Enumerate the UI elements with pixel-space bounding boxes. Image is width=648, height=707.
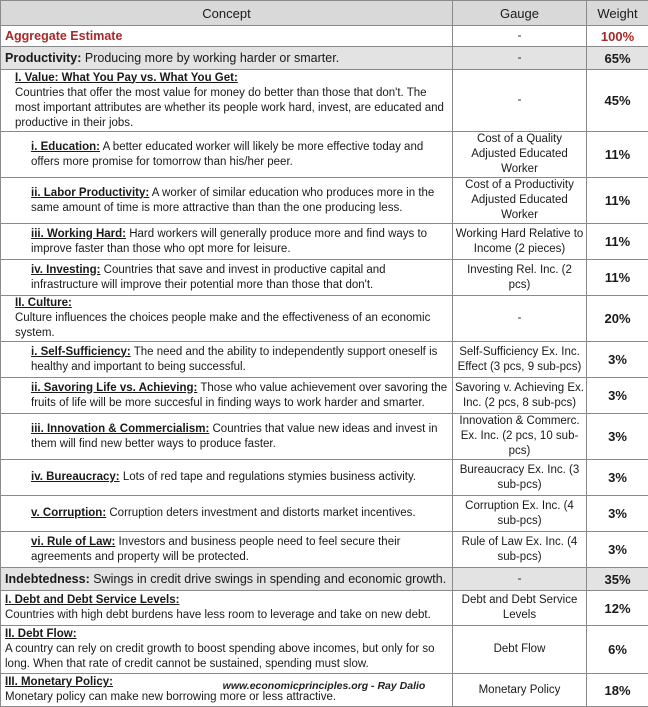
row-title: vi. Rule of Law: <box>31 536 115 548</box>
row-gauge: Monetary Policy <box>453 674 587 707</box>
table-row <box>1 342 648 378</box>
row-desc: Countries that value new ideas and invest in them will find new better ways to produce faster. <box>31 423 438 450</box>
row-weight: 3% <box>587 532 648 568</box>
row-concept <box>1 132 453 178</box>
row-title: iv. Investing: <box>31 264 100 276</box>
row-desc: Countries that offer the most value for money do better than those that don't. The most important attributes are whether its people work hard, invest, are educated and productive in their jobs. <box>15 87 444 129</box>
row-desc: Countries that save and invest in productive capital and infrastructure will improve their potential more than those that don't. <box>31 264 386 291</box>
row-concept <box>1 178 453 224</box>
row-concept <box>1 260 453 296</box>
row-gauge: Innovation & Commerc. Ex. Inc. (2 pcs, 10 sub-pcs) <box>453 414 587 460</box>
aggregate-gauge: - <box>453 26 587 47</box>
row-title: ii. Labor Productivity: <box>31 187 149 199</box>
row-title: v. Corruption: <box>31 507 106 519</box>
aggregate-weight: 100% <box>587 26 648 47</box>
row-desc: Hard workers will generally produce more and find ways to improve faster than those who opt more for leisure. <box>31 228 427 255</box>
row-title: iii. Working Hard: <box>31 228 126 240</box>
culture-row <box>1 296 648 342</box>
table-row <box>1 591 648 626</box>
table-row <box>1 132 648 178</box>
row-title: I. Value: What You Pay vs. What You Get: <box>15 72 238 84</box>
concept-header: Concept <box>1 1 453 26</box>
row-desc: A country can rely on credit growth to boost spending above incomes, but only for so long. When that rate of credit cannot be sustained, spending must slow. <box>5 643 435 670</box>
row-gauge: Self-Sufficiency Ex. Inc. Effect (3 pcs, 9 sub-pcs) <box>453 342 587 378</box>
value-gauge: - <box>453 70 587 132</box>
culture-gauge: - <box>453 296 587 342</box>
productivity-weight: 65% <box>587 47 648 70</box>
row-title: ii. Savoring Life vs. Achieving: <box>31 382 197 394</box>
row-gauge: Bureaucracy Ex. Inc. (3 sub-pcs) <box>453 460 587 496</box>
row-desc: Monetary policy can make new borrowing more or less attractive. <box>5 691 336 703</box>
productivity-section-row <box>1 47 648 70</box>
row-weight: 3% <box>587 496 648 532</box>
section-title: Productivity: <box>5 51 81 65</box>
row-title: III. Monetary Policy: <box>5 676 113 688</box>
row-desc: A worker of similar education who produces more in the same amount of time is more attractive than than the one producing less. <box>31 187 434 214</box>
row-concept <box>1 414 453 460</box>
table-header-row <box>1 1 648 26</box>
culture-weight: 20% <box>587 296 648 342</box>
indebtedness-weight: 35% <box>587 568 648 591</box>
row-concept <box>1 378 453 414</box>
row-concept <box>1 224 453 260</box>
table-row <box>1 626 648 674</box>
indebtedness-gauge: - <box>453 568 587 591</box>
section-desc: Swings in credit drive swings in spending and economic growth. <box>93 572 446 586</box>
value-weight: 45% <box>587 70 648 132</box>
row-title: II. Culture: <box>15 297 72 309</box>
weight-header: Weight <box>587 1 648 26</box>
row-desc: Culture influences the choices people make and the effectiveness of an economic system. <box>15 312 430 339</box>
row-title: iii. Innovation & Commercialism: <box>31 423 209 435</box>
aggregate-label: Aggregate Estimate <box>1 26 453 47</box>
row-title: iv. Bureaucracy: <box>31 471 120 483</box>
row-gauge: Rule of Law Ex. Inc. (4 sub-pcs) <box>453 532 587 568</box>
row-weight: 3% <box>587 342 648 378</box>
row-gauge: Cost of a Quality Adjusted Educated Worker <box>453 132 587 178</box>
table-row <box>1 532 648 568</box>
row-desc: The need and the ability to independently support oneself is healthy and important to being successful. <box>31 346 437 373</box>
row-title: i. Education: <box>31 141 100 153</box>
row-gauge: Savoring v. Achieving Ex. Inc. (2 pcs, 8 sub-pcs) <box>453 378 587 414</box>
row-title: II. Debt Flow: <box>5 628 77 640</box>
table-row <box>1 496 648 532</box>
row-desc: Countries with high debt burdens have less room to leverage and take on new debt. <box>5 609 431 621</box>
row-concept <box>1 626 453 674</box>
section-desc: Producing more by working harder or smarter. <box>85 51 339 65</box>
culture-concept <box>1 296 453 342</box>
row-concept <box>1 496 453 532</box>
source-footer: www.economicprinciples.org - Ray Dalio <box>0 680 648 692</box>
row-concept <box>1 591 453 626</box>
gauge-header: Gauge <box>453 1 587 26</box>
row-weight: 6% <box>587 626 648 674</box>
row-weight: 18% <box>587 674 648 707</box>
row-weight: 12% <box>587 591 648 626</box>
table-row <box>1 378 648 414</box>
indebtedness-section-row <box>1 568 648 591</box>
row-weight: 11% <box>587 132 648 178</box>
row-concept <box>1 342 453 378</box>
row-gauge: Debt and Debt Service Levels <box>453 591 587 626</box>
row-desc: Lots of red tape and regulations stymies business activity. <box>123 471 416 483</box>
row-weight: 11% <box>587 260 648 296</box>
row-desc: Investors and business people need to feel secure their agreements and property will be protected. <box>31 536 400 563</box>
table-row <box>1 224 648 260</box>
row-title: I. Debt and Debt Service Levels: <box>5 594 179 606</box>
table-row <box>1 178 648 224</box>
value-row <box>1 70 648 132</box>
row-gauge: Investing Rel. Inc. (2 pcs) <box>453 260 587 296</box>
indebtedness-concept <box>1 568 453 591</box>
aggregate-row <box>1 26 648 47</box>
row-weight: 3% <box>587 460 648 496</box>
row-title: i. Self-Sufficiency: <box>31 346 131 358</box>
row-concept <box>1 460 453 496</box>
row-gauge: Corruption Ex. Inc. (4 sub-pcs) <box>453 496 587 532</box>
table-row <box>1 460 648 496</box>
productivity-concept <box>1 47 453 70</box>
row-desc: Corruption deters investment and distorts market incentives. <box>109 507 415 519</box>
table-row <box>1 260 648 296</box>
row-gauge: Debt Flow <box>453 626 587 674</box>
row-desc: A better educated worker will likely be more effective today and offers more promise for tomorrow than his/her peer. <box>31 141 423 168</box>
row-weight: 3% <box>587 378 648 414</box>
section-title: Indebtedness: <box>5 572 90 586</box>
row-gauge: Cost of a Productivity Adjusted Educated Worker <box>453 178 587 224</box>
row-gauge: Working Hard Relative to Income (2 pieces) <box>453 224 587 260</box>
row-weight: 11% <box>587 178 648 224</box>
productivity-gauge: - <box>453 47 587 70</box>
row-concept <box>1 532 453 568</box>
row-desc: Those who value achievement over savoring the fruits of life will be more succesful in finding ways to work harder and smarter. <box>31 382 447 409</box>
table-row <box>1 414 648 460</box>
row-weight: 11% <box>587 224 648 260</box>
row-weight: 3% <box>587 414 648 460</box>
value-concept <box>1 70 453 132</box>
